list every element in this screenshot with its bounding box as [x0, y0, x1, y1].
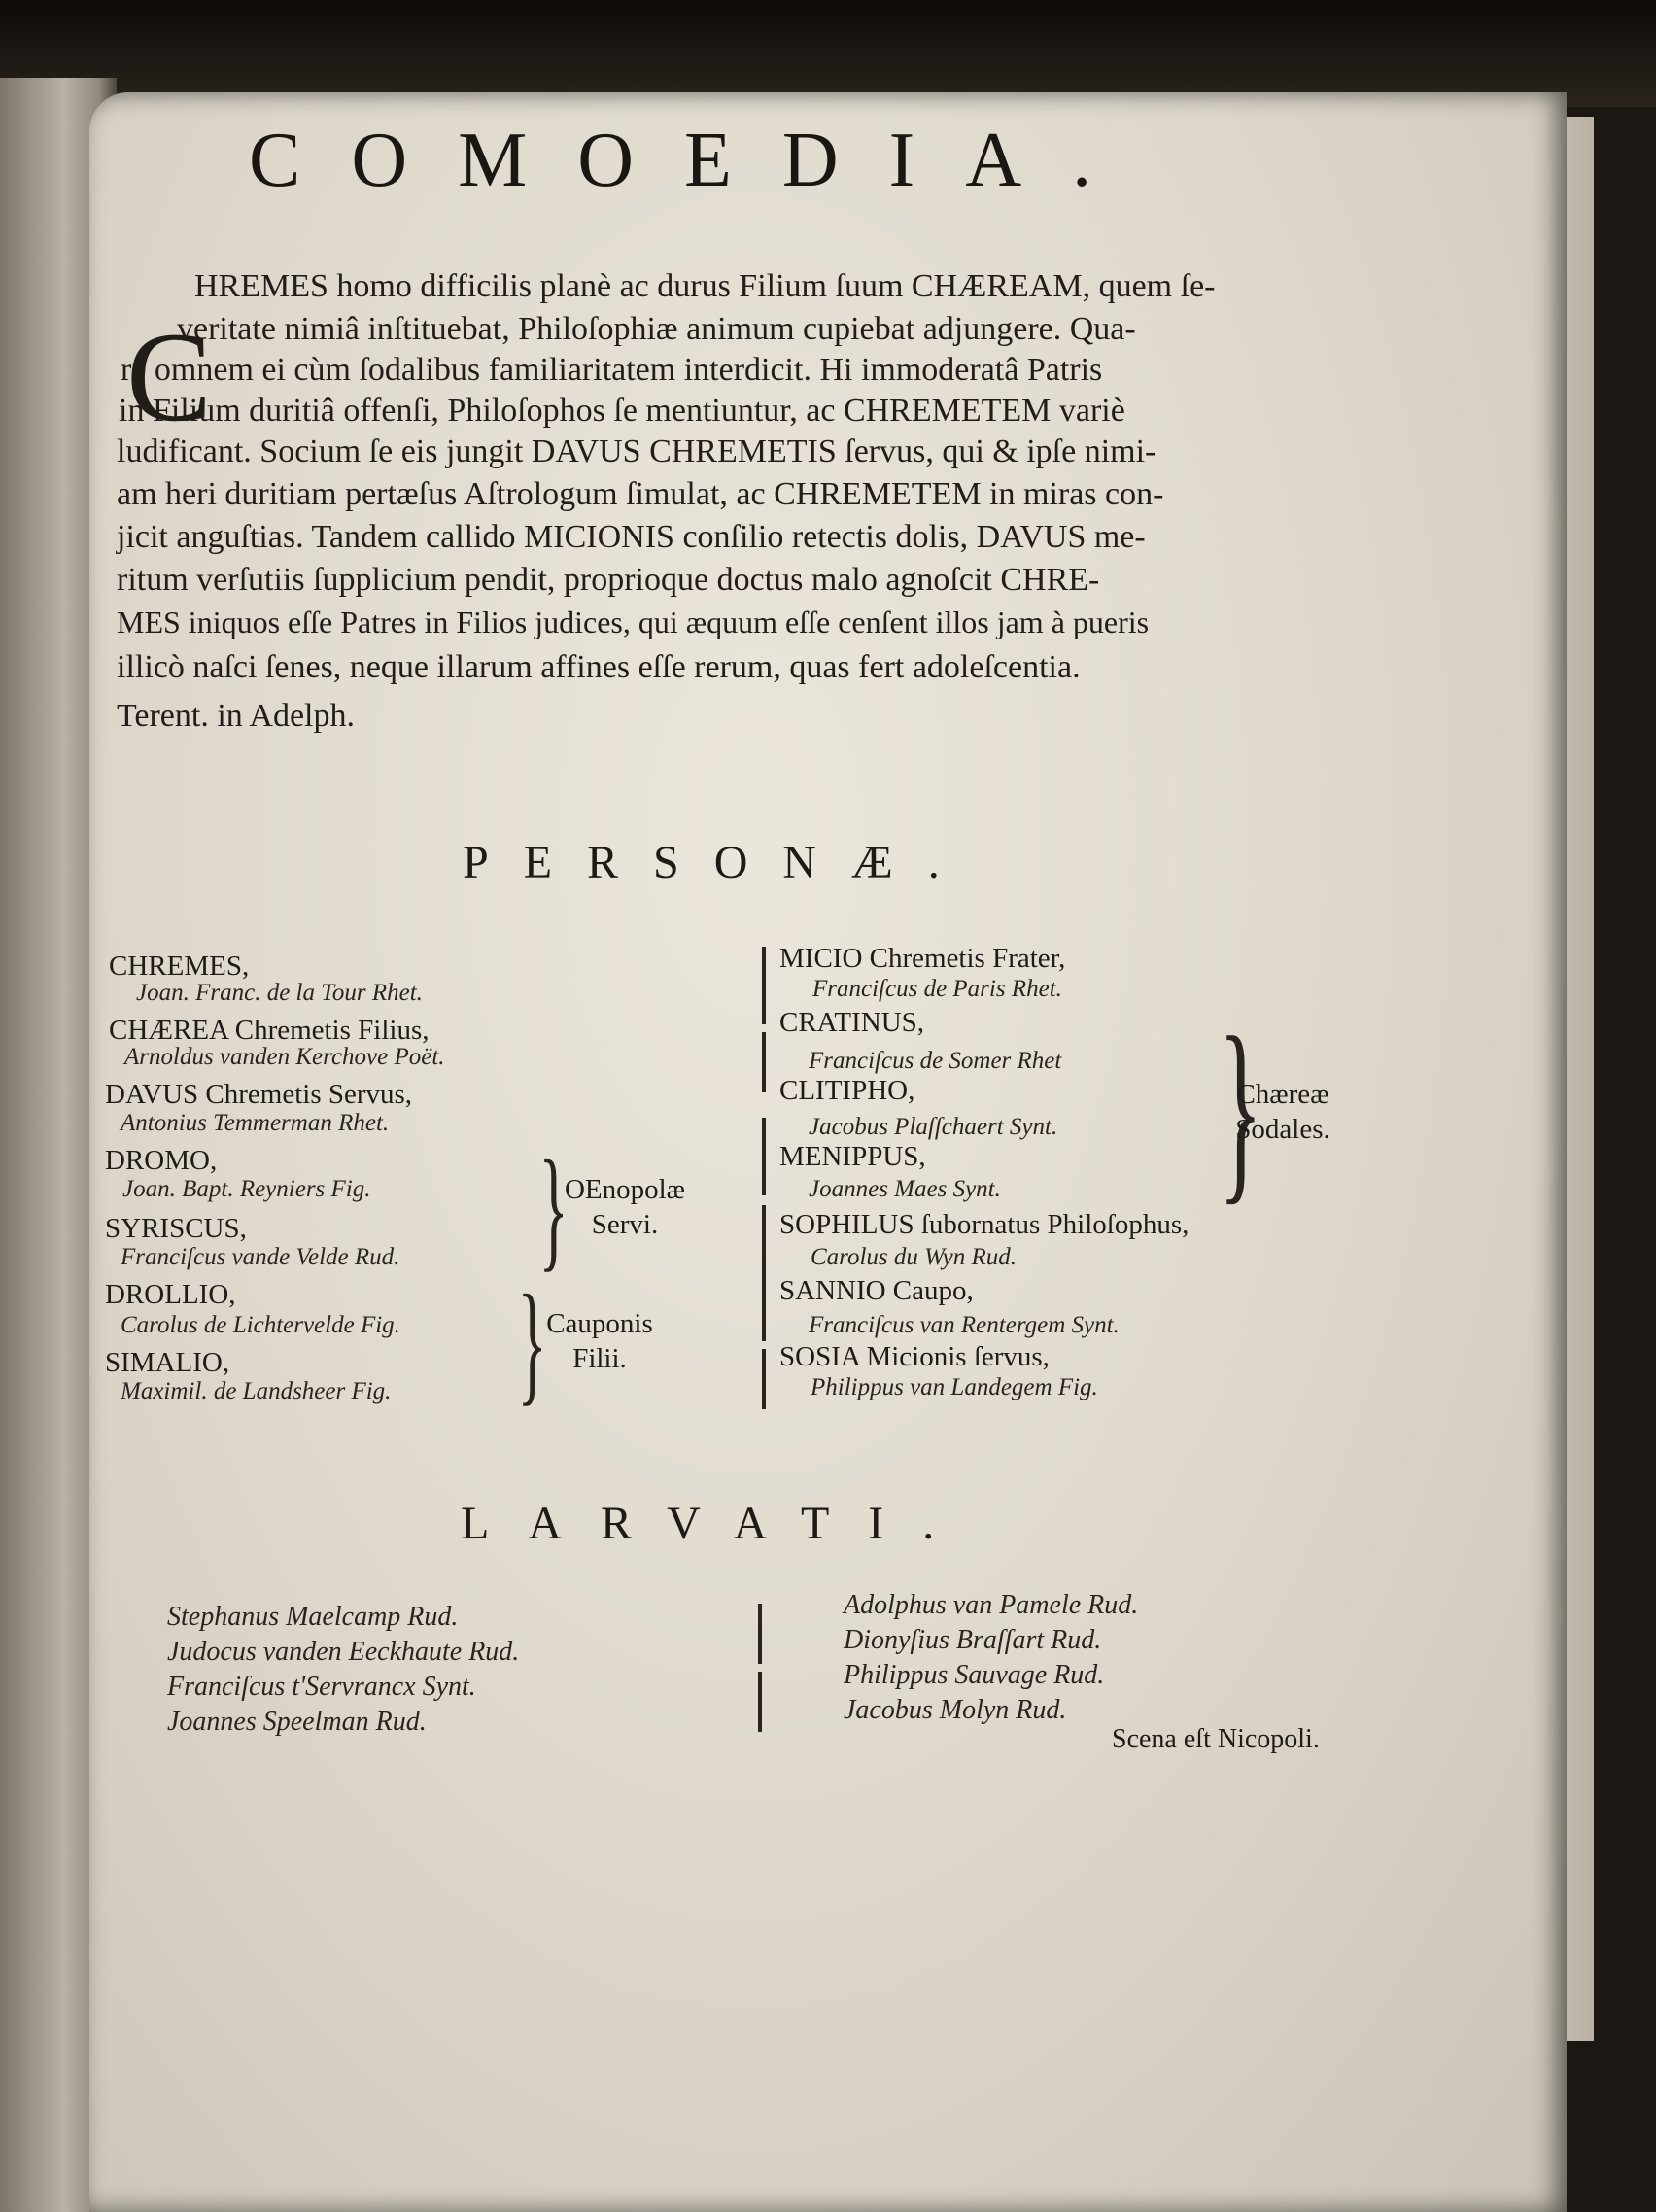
larvatus-name: Franciſcus t'Servrancx Synt. [167, 1672, 476, 1702]
persona-name: SOPHILUS ſubornatus Philoſophus, [779, 1209, 1190, 1240]
argument-line: re omnem ei cùm ſodalibus familiaritatem interdicit. Hi immoderatâ Patris [121, 352, 1103, 388]
argument-line: ludificant. Socium ſe eis jungit DAVUS CHREMETIS ſervus, qui & ipſe nimi- [117, 433, 1156, 469]
background-top [0, 0, 1656, 107]
larvatus-name: Stephanus Maelcamp Rud. [167, 1602, 459, 1632]
divider-bar [758, 1672, 762, 1732]
persona-name: CHREMES, [109, 950, 250, 982]
group-label: Filii. [572, 1343, 627, 1374]
group-label: Servi. [591, 1209, 659, 1240]
persona-actor: Franciſcus van Rentergem Synt. [809, 1312, 1120, 1338]
persona-actor: Joannes Maes Synt. [809, 1176, 1001, 1202]
persona-name: SYRISCUS, [105, 1213, 247, 1244]
group-label: Chæreæ [1236, 1079, 1329, 1110]
persona-name: DROMO, [105, 1145, 218, 1176]
persona-actor: Carolus du Wyn Rud. [811, 1244, 1018, 1270]
persona-actor: Franciſcus de Paris Rhet. [812, 976, 1062, 1002]
persona-actor: Antonius Temmerman Rhet. [121, 1110, 390, 1136]
larvatus-name: Joannes Speelman Rud. [167, 1707, 427, 1737]
persona-name: SIMALIO, [105, 1347, 230, 1378]
argument-line: illicò naſci ſenes, neque illarum affines eſſe rerum, quas fert adoleſcentia. [117, 649, 1081, 685]
scene-note: Scena eſt Nicopoli. [1112, 1724, 1320, 1754]
group-label: Sodales. [1235, 1114, 1330, 1145]
argument-line: in Filium duritiâ offenſi, Philoſophos ſe mentiuntur, ac CHREMETEM variè [119, 393, 1125, 429]
divider-bar [762, 1349, 766, 1409]
divider-bar [762, 947, 766, 1024]
persona-name: CHÆREA Chremetis Filius, [109, 1015, 430, 1046]
group-label: Cauponis [546, 1308, 653, 1339]
section-heading-larvati: LARVATI. [461, 1498, 974, 1549]
persona-name: CLITIPHO, [779, 1075, 915, 1106]
argument-line: ritum verſutiis ſupplicium pendit, proprioque doctus malo agnoſcit CHRE- [117, 562, 1100, 598]
larvatus-name: Adolphus van Pamele Rud. [844, 1590, 1139, 1620]
argument-line: Terent. in Adelph. [117, 698, 356, 734]
divider-bar [762, 1205, 766, 1283]
larvatus-name: Judocus vanden Eeckhaute Rud. [167, 1637, 520, 1667]
brace-chaereae: } [1218, 996, 1263, 1222]
page-title: COMOEDIA. [249, 118, 1143, 203]
persona-actor: Joan. Bapt. Reyniers Fig. [122, 1176, 371, 1202]
larvatus-name: Philippus Sauvage Rud. [844, 1660, 1105, 1690]
larvatus-name: Jacobus Molyn Rud. [844, 1695, 1067, 1725]
persona-name: DROLLIO, [105, 1279, 236, 1310]
persona-actor: Jacobus Plaſſchaert Synt. [809, 1114, 1058, 1140]
persona-name: DAVUS Chremetis Servus, [105, 1079, 413, 1110]
persona-name: CRATINUS, [779, 1007, 925, 1038]
divider-bar [758, 1604, 762, 1664]
brace-oenopolae: } [538, 1133, 569, 1284]
argument-line: MES iniquos eſſe Patres in Filios judices, qui æquum eſſe cenſent illos jam à pueris [117, 605, 1150, 639]
persona-actor: Maximil. de Landsheer Fig. [121, 1378, 392, 1404]
drop-cap: C [126, 305, 213, 448]
group-label: OEnopolæ [564, 1174, 686, 1205]
persona-actor: Franciſcus de Somer Rhet [809, 1048, 1062, 1074]
argument-line: HREMES homo difficilis planè ac durus Filium ſuum CHÆREAM, quem ſe- [194, 268, 1216, 304]
persona-actor: Joan. Franc. de la Tour Rhet. [136, 980, 423, 1006]
divider-bar [762, 1118, 766, 1195]
persona-name: MICIO Chremetis Frater, [779, 943, 1066, 974]
argument-line: am heri duritiam pertæſus Aſtrologum ſimulat, ac CHREMETEM in miras con- [117, 476, 1164, 512]
persona-name: SOSIA Micionis ſervus, [779, 1341, 1050, 1372]
divider-bar [762, 1281, 766, 1341]
persona-name: MENIPPUS, [779, 1141, 926, 1172]
argument-line: veritate nimiâ inſtituebat, Philoſophiæ animum cupiebat adjungere. Qua- [177, 311, 1136, 347]
persona-actor: Carolus de Lichtervelde Fig. [121, 1312, 400, 1338]
argument-line: jicit anguſtias. Tandem callido MICIONIS conſilio retectis dolis, DAVUS me- [117, 519, 1146, 555]
persona-actor: Arnoldus vanden Kerchove Poët. [124, 1044, 445, 1070]
persona-actor: Philippus van Landegem Fig. [811, 1374, 1098, 1400]
persona-name: SANNIO Caupo, [779, 1275, 974, 1306]
larvatus-name: Dionyſius Braſſart Rud. [844, 1625, 1102, 1655]
section-heading-personae: PERSONÆ. [463, 837, 975, 888]
persona-actor: Franciſcus vande Velde Rud. [121, 1244, 400, 1270]
brace-cauponis: } [517, 1267, 547, 1418]
divider-bar [762, 1032, 766, 1092]
